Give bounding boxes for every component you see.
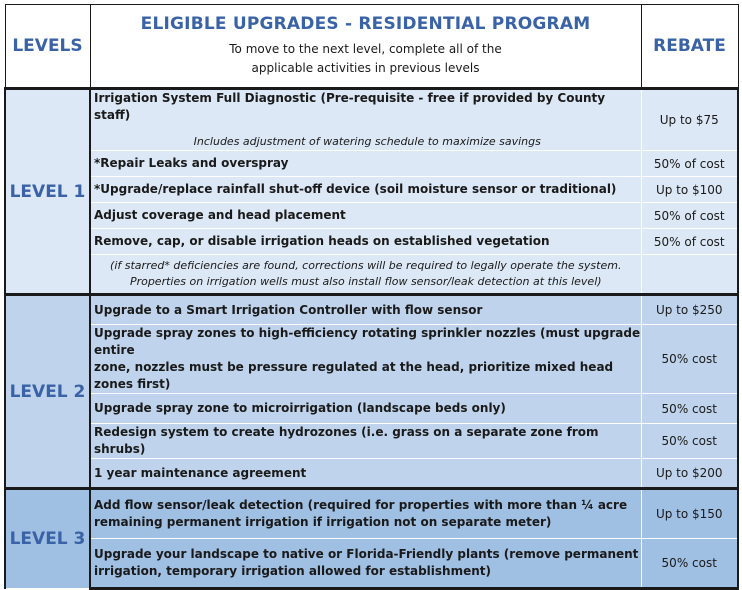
note-line-2: Properties on irrigation wells must also install flow sensor/leak detection at this level) xyxy=(129,275,602,288)
level-2-activity xyxy=(90,325,641,394)
table-row xyxy=(5,203,738,229)
level-1-label: LEVEL 1 xyxy=(5,89,90,295)
header-row xyxy=(5,5,738,89)
rebate-empty xyxy=(641,255,738,295)
level-2-activity: Redesign system to create hydrozones (i.e. grass on a separate zone from shrubs) xyxy=(90,424,641,459)
rebate-value: Up to $150 xyxy=(641,489,738,539)
activity-detail: Includes adjustment of watering schedule to maximize savings xyxy=(193,135,541,148)
level-1-activity: *Upgrade/replace rainfall shut-off device (soil moisture sensor or traditional) xyxy=(90,177,641,203)
rebate-value: 50% of cost xyxy=(641,151,738,177)
rebate-value: 50% of cost xyxy=(641,229,738,255)
level-2-activity: Upgrade to a Smart Irrigation Controller with flow sensor xyxy=(90,295,641,325)
activity-line-1: Upgrade your landscape to native or Florida-Friendly plants (remove permanent xyxy=(94,547,639,561)
table-subtitle-line-2: applicable activities in previous levels xyxy=(251,61,480,75)
levels-header: LEVELS xyxy=(5,5,90,89)
note-line-1: (if starred* deficiencies are found, corrections will be required to legally operate the system. xyxy=(110,259,622,272)
eligible-upgrades-table xyxy=(4,4,739,590)
table-row xyxy=(5,177,738,203)
level-2-activity: Upgrade spray zone to microirrigation (landscape beds only) xyxy=(90,394,641,424)
level-3-activity xyxy=(90,489,641,539)
level-2-label: LEVEL 2 xyxy=(5,295,90,489)
level-1-note xyxy=(90,255,641,295)
table-row xyxy=(5,459,738,489)
table-row xyxy=(5,295,738,325)
rebate-value: 50% cost xyxy=(641,325,738,394)
level-1-activity xyxy=(90,89,641,151)
table-row xyxy=(5,424,738,459)
rebate-value: 50% of cost xyxy=(641,203,738,229)
table-subtitle-line-1: To move to the next level, complete all of the xyxy=(229,42,502,56)
activity-line-2: remaining permanent irrigation if irrigation not on separate meter) xyxy=(94,515,552,529)
level-2-activity: 1 year maintenance agreement xyxy=(90,459,641,489)
table-row xyxy=(5,325,738,394)
activity-line-1: Add flow sensor/leak detection (required for properties with more than ¼ acre xyxy=(94,498,628,512)
table-title: ELIGIBLE UPGRADES - RESIDENTIAL PROGRAM xyxy=(140,14,591,34)
level-1-activity: Remove, cap, or disable irrigation heads on established vegetation xyxy=(90,229,641,255)
table-row xyxy=(5,489,738,539)
rebate-value: 50% cost xyxy=(641,394,738,424)
rebate-value: 50% cost xyxy=(641,539,738,589)
table-row xyxy=(5,229,738,255)
level-3-activity xyxy=(90,539,641,589)
table-row xyxy=(5,151,738,177)
rebate-value: Up to $200 xyxy=(641,459,738,489)
activity-line-2: irrigation, temporary irrigation allowed for establishment) xyxy=(94,564,491,578)
level-3-label: LEVEL 3 xyxy=(5,489,90,589)
rebate-header: REBATE xyxy=(641,5,738,89)
level-1-activity: *Repair Leaks and overspray xyxy=(90,151,641,177)
table-title-cell xyxy=(90,5,641,89)
activity-line-1: Upgrade spray zones to high-efficiency rotating sprinkler nozzles (must upgrade entire xyxy=(94,326,641,357)
table-row xyxy=(5,394,738,424)
table-row xyxy=(5,255,738,295)
rebate-value: Up to $75 xyxy=(641,89,738,151)
rebate-value: Up to $250 xyxy=(641,295,738,325)
activity-text: Irrigation System Full Diagnostic (Pre-requisite - free if provided by County staff) xyxy=(94,91,606,122)
level-1-activity: Adjust coverage and head placement xyxy=(90,203,641,229)
rebate-value: 50% cost xyxy=(641,424,738,459)
activity-line-2: zone, nozzles must be pressure regulated at the head, prioritize mixed head zones first) xyxy=(94,360,614,391)
rebate-value: Up to $100 xyxy=(641,177,738,203)
table-row xyxy=(5,89,738,151)
table-row xyxy=(5,539,738,589)
